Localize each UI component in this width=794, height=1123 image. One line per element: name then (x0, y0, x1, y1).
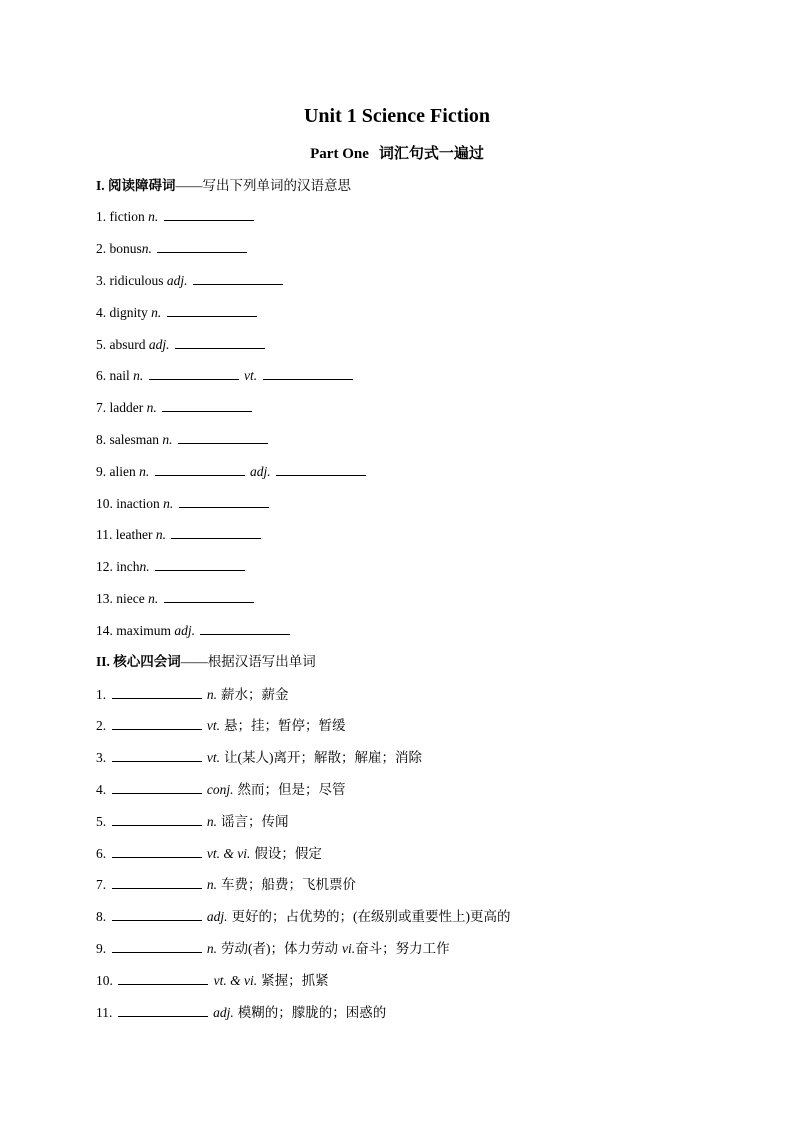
item-word: fiction (109, 209, 145, 224)
list-item (96, 1003, 386, 1021)
answer-blank[interactable] (179, 494, 269, 508)
item-word: inch (116, 559, 140, 574)
item-meaning: 更好的；占优势的；(在级别或重要性上)更高的 (231, 909, 511, 924)
section2-label: II. 核心四会词 (96, 654, 181, 669)
answer-blank[interactable] (112, 875, 202, 889)
item-meaning: 假设；假定 (254, 846, 322, 861)
item-pos: n. (206, 814, 217, 829)
list-item (96, 685, 289, 703)
answer-blank[interactable] (167, 303, 257, 317)
item-pos: n. (151, 305, 162, 320)
answer-blank[interactable] (112, 844, 202, 858)
section2-instruction: ——根据汉语写出单词 (180, 654, 316, 669)
item-number: 11. (96, 527, 113, 542)
item-pos: n. (206, 687, 217, 702)
list-item (96, 748, 422, 766)
item-number: 1. (96, 687, 107, 702)
answer-blank[interactable] (112, 716, 202, 730)
item-pos: vt. & vi. (206, 846, 251, 861)
section1-heading (96, 177, 351, 195)
item-number: 11. (96, 1005, 113, 1020)
section1-label: I. 阅读障碍词 (96, 178, 176, 193)
item-number: 6. (96, 846, 107, 861)
item-pos: n. (139, 559, 150, 574)
answer-blank[interactable] (118, 1003, 208, 1017)
item-meaning: 车费；船费；飞机票价 (221, 877, 356, 892)
item-pos: adj. (166, 273, 188, 288)
item-word: nail (109, 368, 130, 383)
answer-blank[interactable] (157, 239, 247, 253)
item-meaning-secondary: 奋斗；努力工作 (355, 941, 450, 956)
list-item (96, 430, 270, 448)
item-meaning: 谣言；传闻 (221, 814, 289, 829)
item-number: 9. (96, 941, 107, 956)
item-word: leather (115, 527, 153, 542)
list-item (96, 207, 256, 225)
item-pos: n. (146, 400, 157, 415)
answer-blank[interactable] (164, 589, 254, 603)
list-item (96, 907, 511, 925)
answer-blank[interactable] (149, 366, 239, 380)
list-item (96, 303, 259, 321)
item-pos: n. (162, 432, 173, 447)
answer-blank[interactable] (155, 557, 245, 571)
item-pos-secondary: adj. (250, 464, 271, 479)
item-pos: n. (206, 877, 217, 892)
subtitle-part: Part One (310, 146, 369, 162)
answer-blank[interactable] (164, 207, 254, 221)
item-word: ladder (109, 400, 144, 415)
list-item (96, 271, 285, 289)
item-pos: adj. (174, 623, 196, 638)
item-pos: vt. (206, 718, 220, 733)
item-pos: n. (148, 209, 159, 224)
item-meaning: 薪水；薪金 (221, 687, 289, 702)
item-number: 3. (96, 273, 107, 288)
item-number: 6. (96, 368, 107, 383)
list-item (96, 844, 322, 862)
item-number: 3. (96, 750, 107, 765)
answer-blank[interactable] (162, 398, 252, 412)
list-item (96, 780, 346, 798)
item-pos: n. (148, 591, 159, 606)
answer-blank[interactable] (178, 430, 268, 444)
item-pos: adj. (213, 1005, 234, 1020)
item-number: 12. (96, 559, 113, 574)
answer-blank[interactable] (112, 812, 202, 826)
list-item (96, 971, 329, 989)
item-number: 13. (96, 591, 113, 606)
item-word: ridiculous (109, 273, 164, 288)
item-number: 10. (96, 973, 113, 988)
item-pos-secondary: vt. (244, 368, 258, 383)
list-item (96, 621, 292, 639)
item-number: 4. (96, 305, 107, 320)
item-pos: conj. (206, 782, 234, 797)
list-item (96, 812, 289, 830)
item-number: 7. (96, 400, 107, 415)
answer-blank[interactable] (263, 366, 353, 380)
list-item (96, 462, 368, 480)
item-number: 1. (96, 209, 107, 224)
item-word: salesman (109, 432, 159, 447)
list-item (96, 525, 263, 543)
item-number: 4. (96, 782, 107, 797)
answer-blank[interactable] (193, 271, 283, 285)
answer-blank[interactable] (155, 462, 245, 476)
section2-heading (96, 653, 316, 671)
list-item (96, 557, 247, 575)
item-pos: n. (133, 368, 144, 383)
item-pos: vt. (206, 750, 220, 765)
item-pos-secondary: vi. (342, 941, 356, 956)
page-title: Unit 1 Science Fiction (303, 105, 491, 127)
item-meaning: 让(某人)离开；解散；解雇；消除 (224, 750, 422, 765)
list-item (96, 939, 450, 957)
item-number: 2. (96, 241, 107, 256)
item-word: dignity (109, 305, 148, 320)
list-item (96, 366, 355, 384)
list-item (96, 589, 256, 607)
item-pos: vt. & vi. (213, 973, 258, 988)
answer-blank[interactable] (112, 907, 202, 921)
page-subtitle (0, 145, 794, 163)
list-item (96, 716, 346, 734)
section1-instruction: ——写出下列单词的汉语意思 (175, 178, 352, 193)
item-pos: n. (155, 527, 166, 542)
answer-blank[interactable] (200, 621, 290, 635)
item-pos: n. (206, 941, 217, 956)
answer-blank[interactable] (112, 685, 202, 699)
item-word: niece (116, 591, 145, 606)
answer-blank[interactable] (175, 335, 265, 349)
item-number: 8. (96, 432, 107, 447)
item-number: 2. (96, 718, 107, 733)
item-number: 9. (96, 464, 107, 479)
list-item (96, 875, 356, 893)
subtitle-desc: 词汇句式一遍过 (378, 146, 484, 162)
answer-blank[interactable] (171, 525, 261, 539)
item-number: 14. (96, 623, 113, 638)
item-number: 10. (96, 496, 113, 511)
item-number: 5. (96, 337, 107, 352)
item-number: 8. (96, 909, 107, 924)
item-pos: n. (139, 464, 150, 479)
item-word: bonus (109, 241, 142, 256)
item-pos: n. (163, 496, 174, 511)
list-item (96, 239, 249, 257)
answer-blank[interactable] (118, 971, 208, 985)
list-item (96, 398, 254, 416)
item-word: inaction (116, 496, 160, 511)
item-word: alien (109, 464, 136, 479)
list-item (96, 494, 271, 512)
answer-blank[interactable] (112, 780, 202, 794)
item-meaning: 然而；但是；尽管 (237, 782, 346, 797)
item-pos: adj. (206, 909, 228, 924)
answer-blank[interactable] (112, 748, 202, 762)
item-word: maximum (116, 623, 171, 638)
item-meaning: 劳动(者)；体力劳动 (221, 941, 338, 956)
item-pos: n. (141, 241, 152, 256)
answer-blank[interactable] (276, 462, 366, 476)
item-meaning: 悬；挂；暂停；暂缓 (224, 718, 346, 733)
item-number: 5. (96, 814, 107, 829)
item-number: 7. (96, 877, 107, 892)
item-meaning: 模糊的；朦胧的；困惑的 (237, 1005, 387, 1020)
item-pos: adj. (148, 337, 170, 352)
item-meaning: 紧握；抓紧 (261, 973, 329, 988)
answer-blank[interactable] (112, 939, 202, 953)
list-item (96, 335, 267, 353)
item-word: absurd (109, 337, 146, 352)
